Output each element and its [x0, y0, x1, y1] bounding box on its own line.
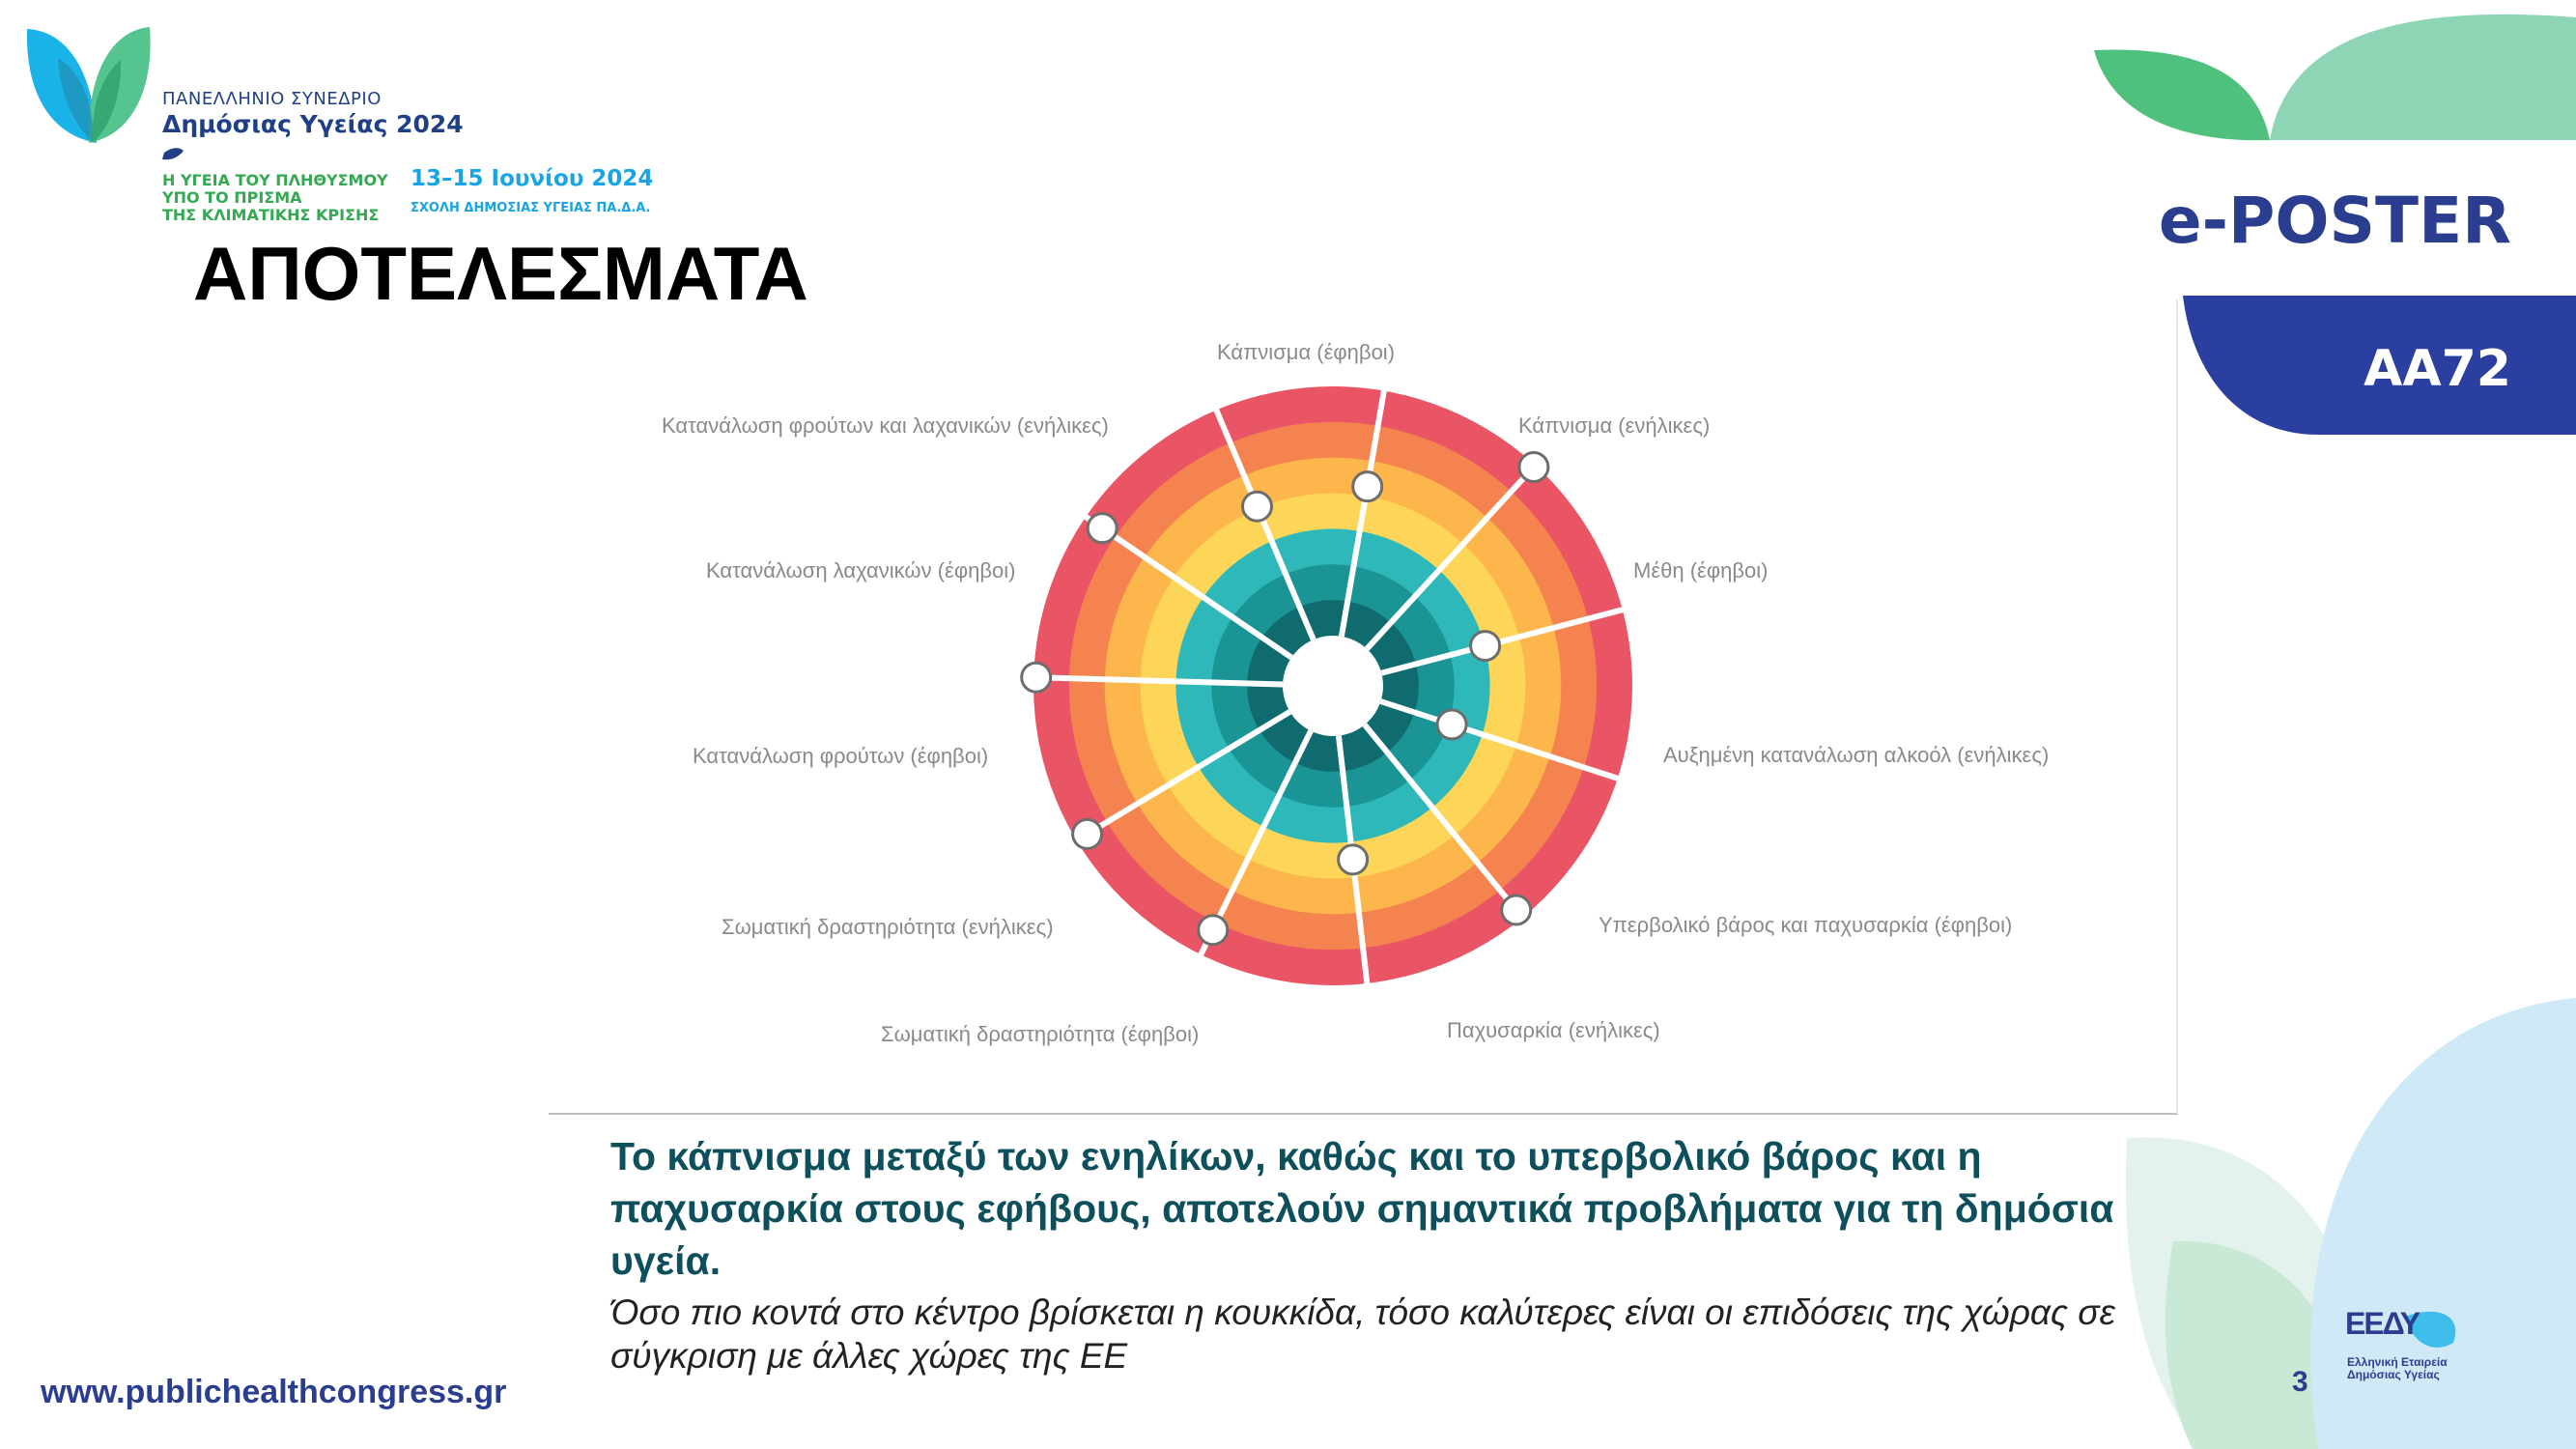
wheel-dot: [1088, 514, 1117, 543]
eposter-label: e-POSTER: [2158, 184, 2511, 258]
wheel-dot: [1339, 845, 1368, 874]
logo-congress-name: Δημόσιας Υγείας 2024: [162, 110, 464, 138]
efdy-subtitle-line: Ελληνική Εταιρεία: [2347, 1355, 2448, 1369]
wheel-label: Υπερβολικό βάρος και παχυσαρκία (έφηβοι): [1599, 913, 2013, 937]
wheel-dot: [1073, 819, 1102, 848]
wheel-dot: [1022, 663, 1051, 692]
wheel-dot: [1471, 632, 1500, 661]
leaf-shape: [2094, 50, 2270, 141]
leaf-shape: [2270, 14, 2576, 140]
wheel-label: Κάπνισμα (ενήλικες): [1518, 413, 1711, 438]
wheel-center: [1283, 636, 1383, 736]
wheel-label: Μέθη (έφηβοι): [1633, 558, 1769, 582]
logo-theme-line: ΥΠΟ ΤΟ ΠΡΙΣΜΑ: [162, 188, 302, 207]
wheel-dot: [1519, 453, 1548, 482]
page-number: 3: [2292, 1366, 2308, 1398]
wheel-label: Κατανάλωση λαχανικών (έφηβοι): [706, 558, 1016, 582]
wheel-label: Κάπνισμα (έφηβοι): [1217, 340, 1396, 364]
poster-code: AA72: [2364, 340, 2511, 398]
logo-theme: [162, 172, 388, 224]
efdy-logo-text: ΕΕΔΥ: [2345, 1306, 2420, 1341]
summary-bold: Το κάπνισμα μεταξύ των ενηλίκων, καθώς και το υπερβολικό βάρος και η παχυσαρκία στους εφήβους, αποτελούν σημαντικά προβλήματα για τη δημόσια υγεία.: [610, 1134, 2114, 1283]
wheel-label: Αυξημένη κατανάλωση αλκοόλ (ενήλικες): [1663, 743, 2050, 767]
logo-theme-line: ΤΗΣ ΚΛΙΜΑΤΙΚΗΣ ΚΡΙΣΗΣ: [162, 206, 380, 224]
efdy-subtitle-line: Δημόσιας Υγείας: [2347, 1368, 2440, 1381]
wheel-label: Σωματική δραστηριότητα (έφηβοι): [881, 1022, 1200, 1046]
wheel-label: Κατανάλωση φρούτων (έφηβοι): [693, 744, 989, 768]
wheel-dot: [1353, 472, 1382, 501]
page-title: ΑΠΟΤΕΛΕΣΜΑΤΑ: [193, 231, 808, 316]
wheel-dot: [1199, 916, 1228, 945]
wheel-dot: [1502, 895, 1531, 924]
wheel-dot: [1437, 710, 1466, 739]
summary-italic: Όσο πιο κοντά στο κέντρο βρίσκεται η κουκκίδα, τόσο καλύτερες είναι οι επιδόσεις της χώρας σε σύγκριση με άλλες χώρες της ΕΕ: [610, 1293, 2115, 1376]
logo-congress-label: ΠΑΝΕΛΛΗΝΙΟ ΣΥΝΕΔΡΙΟ: [162, 89, 382, 109]
logo-dates: 13–15 Ιουνίου 2024: [410, 166, 654, 191]
logo-theme-line: Η ΥΓΕΙΑ ΤΟΥ ΠΛΗΘΥΣΜΟΥ: [162, 171, 388, 189]
website-link[interactable]: www.publichealthcongress.gr: [41, 1374, 507, 1410]
logo-mark: [162, 148, 184, 159]
efdy-logo-subtitle: [2347, 1356, 2448, 1381]
wheel-dot: [1243, 492, 1272, 521]
wheel-label: Παχυσαρκία (ενήλικες): [1447, 1018, 1660, 1042]
wheel-label: Κατανάλωση φρούτων και λαχανικών (ενήλικες): [662, 413, 1109, 438]
logo-venue: ΣΧΟΛΗ ΔΗΜΟΣΙΑΣ ΥΓΕΙΑΣ ΠΑ.Δ.Α.: [410, 201, 651, 215]
wheel-label: Σωματική δραστηριότητα (ενήλικες): [722, 915, 1054, 939]
